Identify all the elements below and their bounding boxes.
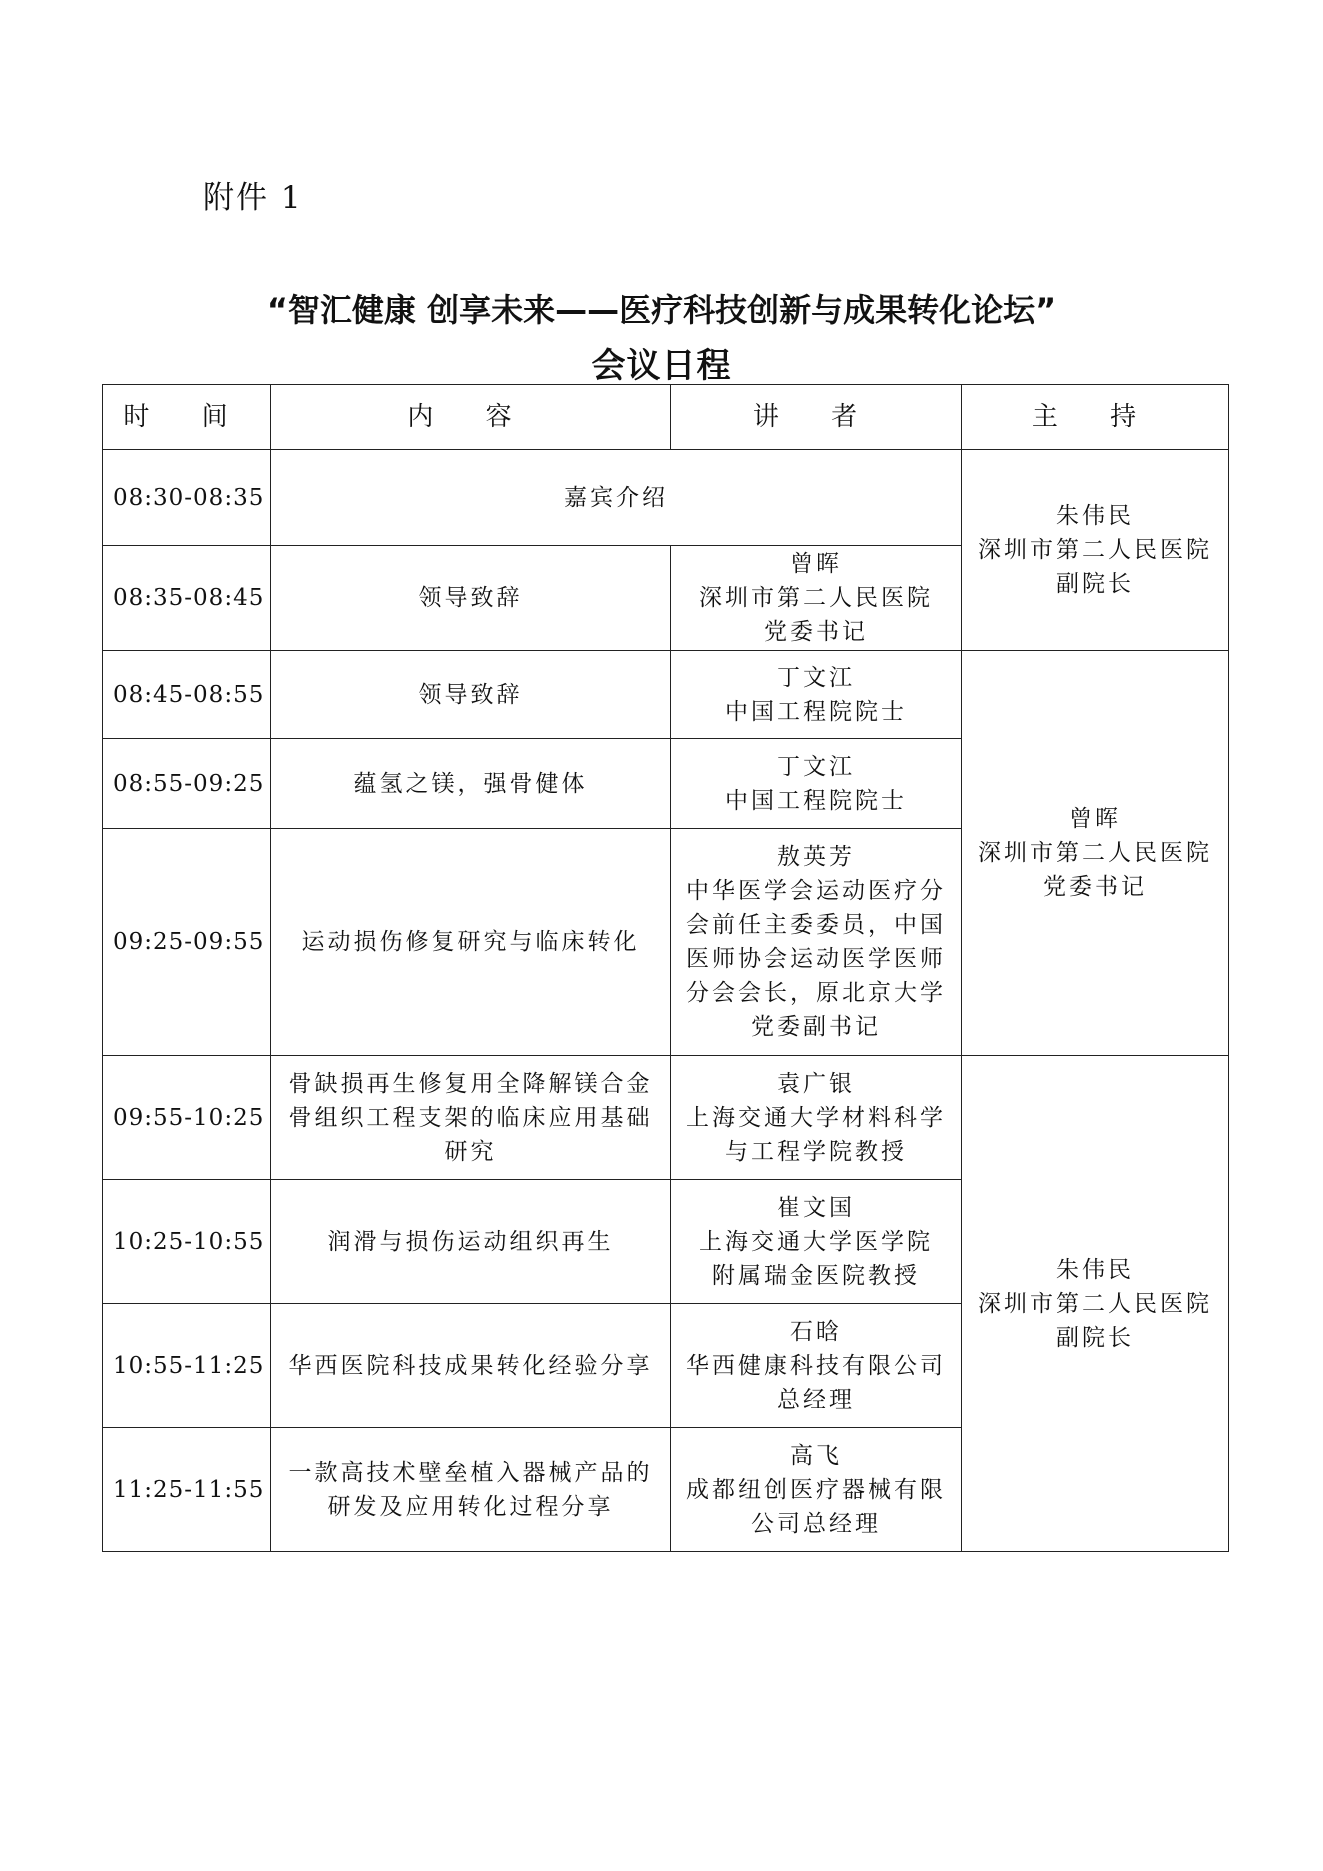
speaker-cell xyxy=(671,739,962,829)
host-org: 深圳市第二人民医院 xyxy=(978,1290,1212,1317)
speaker-cell xyxy=(671,829,962,1056)
speaker-cell xyxy=(671,1304,962,1428)
host-title: 副院长 xyxy=(1056,571,1134,597)
content-cell: 润滑与损伤运动组织再生 xyxy=(271,1180,671,1304)
speaker-affiliation: 中国工程院院士 xyxy=(725,698,907,725)
content-cell: 一款高技术壁垒植入器械产品的研发及应用转化过程分享 xyxy=(271,1428,671,1552)
time-cell: 09:25-09:55 xyxy=(103,829,271,1056)
speaker-affiliation: 附属瑞金医院教授 xyxy=(712,1262,920,1289)
host-org: 深圳市第二人民医院 xyxy=(978,840,1212,866)
speaker-affiliation: 党委副书记 xyxy=(751,1014,881,1040)
host-name: 朱伟民 xyxy=(1056,503,1134,529)
time-cell: 08:35-08:45 xyxy=(103,546,271,651)
schedule-table xyxy=(102,384,1229,1552)
speaker-affiliation: 党委书记 xyxy=(764,619,868,645)
host-title: 党委书记 xyxy=(1043,874,1147,900)
speaker-name: 崔文国 xyxy=(777,1194,855,1221)
speaker-cell xyxy=(671,546,962,651)
time-cell: 08:45-08:55 xyxy=(103,651,271,739)
host-org: 深圳市第二人民医院 xyxy=(978,537,1212,563)
time-cell: 10:25-10:55 xyxy=(103,1180,271,1304)
speaker-affiliation: 与工程学院教授 xyxy=(725,1138,907,1165)
content-cell: 嘉宾介绍 xyxy=(271,450,962,546)
content-cell: 蕴氢之镁，强骨健体 xyxy=(271,739,671,829)
time-cell: 08:55-09:25 xyxy=(103,739,271,829)
speaker-affiliation: 中华医学会运动医疗分 xyxy=(686,878,946,904)
time-cell: 09:55-10:25 xyxy=(103,1056,271,1180)
host-cell xyxy=(962,651,1229,1056)
speaker-name: 丁文江 xyxy=(777,664,855,691)
speaker-name: 敖英芳 xyxy=(777,844,855,870)
speaker-affiliation: 会前任主委委员，中国 xyxy=(686,912,946,938)
attachment-label: 附件 1 xyxy=(203,180,303,216)
document-title: “智汇健康 创享未来——医疗科技创新与成果转化论坛” xyxy=(266,291,1057,329)
content-cell: 华西医院科技成果转化经验分享 xyxy=(271,1304,671,1428)
header-content: 内 容 xyxy=(271,385,671,450)
time-cell: 08:30-08:35 xyxy=(103,450,271,546)
speaker-affiliation: 中国工程院院士 xyxy=(725,787,907,814)
header-speaker: 讲 者 xyxy=(671,385,962,450)
speaker-name: 高飞 xyxy=(790,1442,842,1469)
speaker-cell xyxy=(671,1056,962,1180)
time-cell: 11:25-11:55 xyxy=(103,1428,271,1552)
table-row xyxy=(103,450,1229,546)
speaker-affiliation: 成都纽创医疗器械有限 xyxy=(686,1476,946,1503)
host-name: 朱伟民 xyxy=(1056,1256,1134,1283)
speaker-affiliation: 上海交通大学医学院 xyxy=(699,1228,933,1255)
document-subtitle: 会议日程 xyxy=(591,346,732,386)
time-cell: 10:55-11:25 xyxy=(103,1304,271,1428)
speaker-affiliation: 深圳市第二人民医院 xyxy=(699,585,933,611)
speaker-name: 袁广银 xyxy=(777,1070,855,1097)
content-cell: 运动损伤修复研究与临床转化 xyxy=(271,829,671,1056)
header-host: 主 持 xyxy=(962,385,1229,450)
speaker-affiliation: 分会会长，原北京大学 xyxy=(686,980,946,1006)
speaker-cell xyxy=(671,1180,962,1304)
table-row xyxy=(103,1056,1229,1180)
speaker-cell xyxy=(671,1428,962,1552)
content-cell: 骨缺损再生修复用全降解镁合金骨组织工程支架的临床应用基础研究 xyxy=(271,1056,671,1180)
speaker-affiliation: 医师协会运动医学医师 xyxy=(686,946,946,972)
host-cell xyxy=(962,1056,1229,1552)
host-name: 曾晖 xyxy=(1069,806,1121,832)
speaker-cell xyxy=(671,651,962,739)
speaker-affiliation: 公司总经理 xyxy=(751,1510,881,1537)
speaker-affiliation: 总经理 xyxy=(777,1386,855,1413)
host-cell xyxy=(962,450,1229,651)
header-time: 时 间 xyxy=(103,385,271,450)
table-header-row xyxy=(103,385,1229,450)
content-cell: 领导致辞 xyxy=(271,546,671,651)
table-row xyxy=(103,651,1229,739)
speaker-name: 丁文江 xyxy=(777,753,855,780)
host-title: 副院长 xyxy=(1056,1324,1134,1351)
speaker-affiliation: 华西健康科技有限公司 xyxy=(686,1352,946,1379)
content-cell: 领导致辞 xyxy=(271,651,671,739)
speaker-name: 曾晖 xyxy=(790,551,842,577)
speaker-affiliation: 上海交通大学材料科学 xyxy=(686,1104,946,1131)
speaker-name: 石晗 xyxy=(790,1318,842,1345)
